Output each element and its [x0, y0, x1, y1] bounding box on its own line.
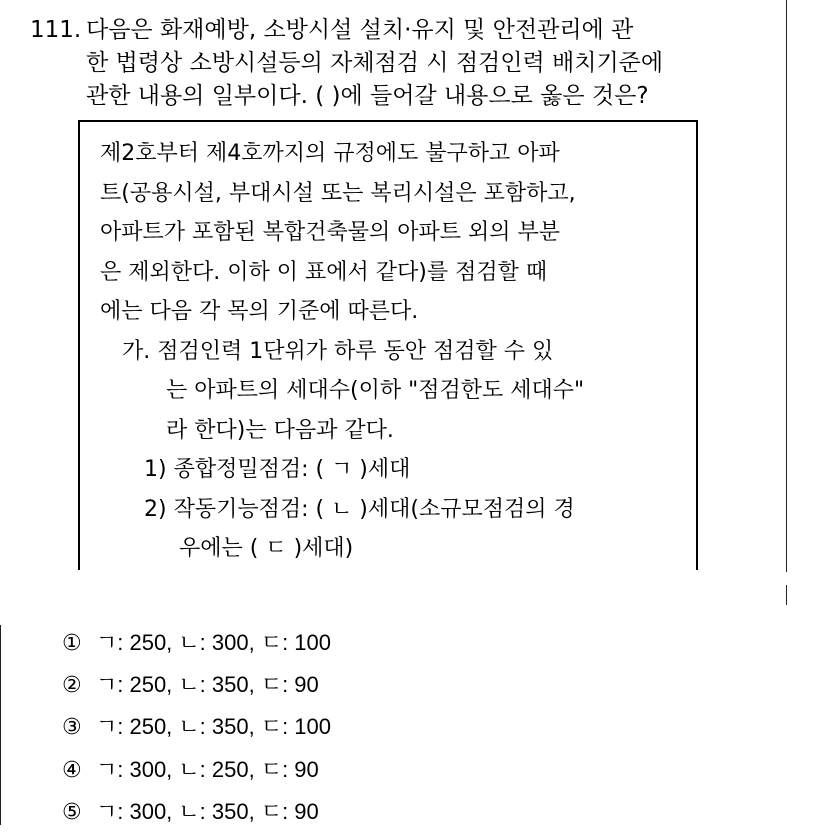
choice-4[interactable] [62, 749, 331, 791]
column-divider-right-lower [786, 585, 787, 605]
excerpt-line: 우에는 ( ㄷ )세대) [179, 536, 354, 561]
excerpt-line: 에는 다음 각 목의 기준에 따른다. [100, 299, 419, 324]
excerpt-box [78, 120, 698, 570]
excerpt-text [100, 134, 685, 569]
choice-marker: ② [62, 673, 82, 699]
choice-5[interactable] [62, 791, 331, 833]
choice-marker: ③ [62, 715, 82, 741]
choice-1[interactable] [62, 622, 331, 664]
choice-marker: ⑤ [62, 799, 82, 825]
excerpt-line: 아파트가 포함된 복합건축물의 아파트 외의 부분 [100, 220, 561, 245]
question-line-1: 111. 다음은 화재예방, 소방시설 설치·유지 및 안전관리에 관 [30, 14, 790, 47]
question-number: 111. [30, 17, 82, 43]
choice-text: ㄱ: 300, ㄴ: 250, ㄷ: 90 [96, 756, 319, 782]
excerpt-line: 는 아파트의 세대수(이하 "점검한도 세대수" [166, 378, 585, 403]
choice-text: ㄱ: 300, ㄴ: 350, ㄷ: 90 [96, 798, 319, 824]
choice-text: ㄱ: 250, ㄴ: 300, ㄷ: 100 [96, 630, 331, 655]
choice-2[interactable] [62, 664, 331, 706]
choice-marker: ① [62, 631, 82, 656]
excerpt-line: 라 한다)는 다음과 같다. [166, 417, 394, 443]
excerpt-line: 제2호부터 제4호까지의 규정에도 불구하고 아파 [100, 141, 560, 166]
question-line-2: 한 법령상 소방시설등의 자체점검 시 점검인력 배치기준에 [86, 50, 664, 76]
question-line-3: 관한 내용의 일부이다. ( )에 들어갈 내용으로 옳은 것은? [86, 83, 649, 109]
answer-choices [62, 622, 331, 833]
choice-3[interactable] [62, 706, 331, 748]
question [30, 14, 790, 113]
excerpt-item-ga: 가. 점검인력 1단위가 하루 동안 점검할 수 있 [122, 338, 554, 364]
choice-text: ㄱ: 250, ㄴ: 350, ㄷ: 100 [96, 714, 331, 740]
column-divider-left [0, 625, 1, 825]
choice-marker: ④ [62, 757, 82, 783]
choice-text: ㄱ: 250, ㄴ: 350, ㄷ: 90 [96, 672, 319, 698]
excerpt-line: 은 제외한다. 이하 이 표에서 같다)를 점검할 때 [100, 259, 548, 285]
excerpt-subitem-2: 2) 작동기능점검: ( ㄴ )세대(소규모점검의 경 [144, 496, 575, 522]
excerpt-subitem-1: 1) 종합정밀점검: ( ㄱ )세대 [144, 457, 411, 482]
excerpt-line: 트(공용시설, 부대시설 또는 복리시설은 포함하고, [100, 180, 576, 206]
